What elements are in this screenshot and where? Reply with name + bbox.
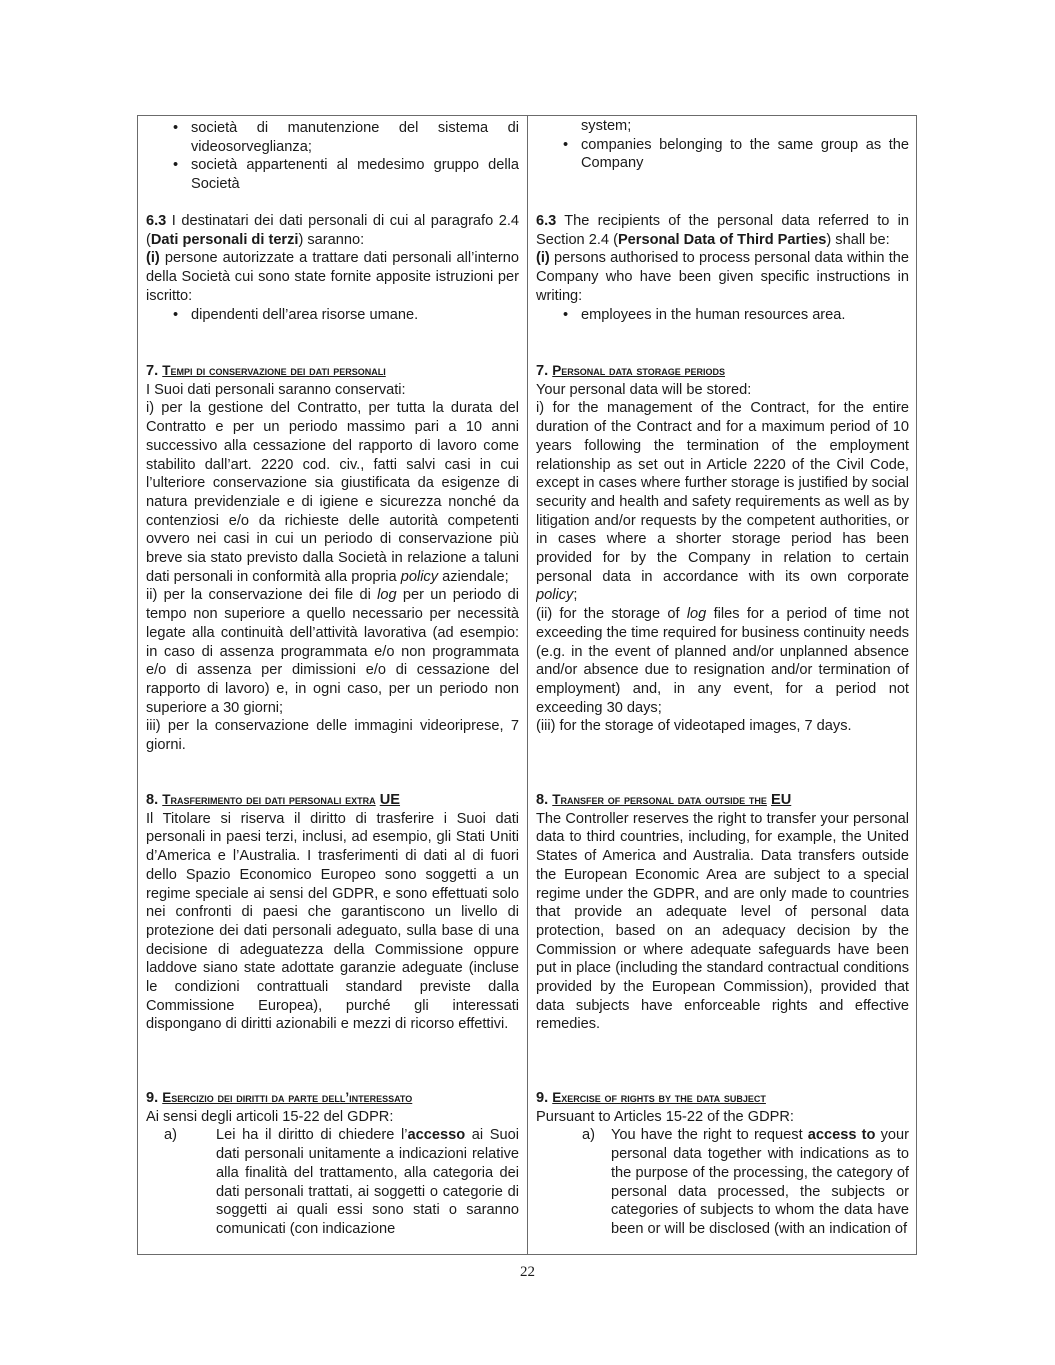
page-number: 22 bbox=[520, 1264, 535, 1280]
it-intro bbox=[146, 119, 519, 194]
it-7-item-i: i) per la gestione del Contratto, per tutta la durata del Contratto e per un periodo massimo pari a 10 anni successivo alla cessazione del rapporto di lavoro come stabilito dall’art. 2220 cod. civ., fatti salvi casi in cui l’ulteriore conservazione sia giustificata da esigenze di natura previdenziale e di igiene e sicurezza nonché da contenziosi e/o da richieste delle autorità competenti ovvero nei casi in cui un periodo di conservazione più breve sia stato previsto dalla Società in relazione a taluni dati personali in conformità alla propria policy aziendale; bbox=[146, 400, 519, 585]
en-9-item-a: a) You have the right to request access to your personal data together with indications as to the purpose of the processing, the category of personal data processed, the subjects or categories of subjects to whom the data have been or will be disclosed (with an indication of bbox=[582, 1127, 909, 1237]
en-7-intro: Your personal data will be stored: bbox=[536, 381, 752, 398]
list-item: • dipendenti dell’area risorse umane. bbox=[146, 306, 519, 325]
en-intro bbox=[536, 117, 909, 173]
column-divider bbox=[527, 116, 528, 1254]
en-7-item-iii: (iii) for the storage of videotaped images, 7 days. bbox=[536, 718, 852, 735]
section-heading: 7. Personal data storage periods bbox=[536, 363, 726, 379]
en-section-9 bbox=[536, 1089, 909, 1239]
section-number: 6.3 bbox=[536, 213, 557, 229]
it-8-body: Il Titolare si riserva il diritto di trasferire i Suoi dati personali in paesi terzi, inclusi, ad esempio, gli Stati Uniti d’America e l’Australia. I trasferimenti di dati al di fuori dello Spazio Economico Europeo sono soggetti a un regime speciale ai sensi del GDPR, e sono effettuati solo nei confronti di paesi che garantiscono un livello di protezione dei dati personali adeguato, sulla base di una decisione di adeguatezza della Commissione oppure laddove siano state adottate garanzie adeguate (incluse le condizioni contrattuali standard previste dalla Commissione Europea), purché gli interessati dispongano di diritti azionabili e mezzi di ricorso effettivi. bbox=[146, 810, 519, 1033]
it-7-item-iii: iii) per la conservazione delle immagini videoriprese, 7 giorni. bbox=[146, 718, 519, 754]
it-intro-bullets bbox=[146, 119, 519, 194]
section-number: 6.3 bbox=[146, 213, 167, 229]
section-heading: 9. Exercise of rights by the data subject bbox=[536, 1090, 766, 1106]
it-section-7 bbox=[146, 362, 519, 755]
en-6-3-item-i: (i) persons authorised to process personal data within the Company who have been given specific instructions in writing: bbox=[536, 250, 909, 304]
it-6-3-item-i: (i) persone autorizzate a trattare dati personali all’interno della Società cui sono state fornite apposite istruzioni per iscritto: bbox=[146, 250, 519, 304]
list-item: • companies belonging to the same group as the Company bbox=[536, 136, 909, 173]
it-6-3-intro: 6.3 I destinatari dei dati personali di cui al paragrafo 2.4 (Dati personali di terzi) saranno: bbox=[146, 213, 519, 248]
it-section-8 bbox=[146, 791, 519, 1034]
it-7-intro: I Suoi dati personali saranno conservati: bbox=[146, 381, 406, 398]
it-9-intro: Ai sensi degli articoli 15-22 del GDPR: bbox=[146, 1108, 394, 1125]
list-item: • employees in the human resources area. bbox=[536, 306, 909, 325]
it-section-6-3 bbox=[146, 212, 519, 324]
english-column bbox=[536, 116, 909, 1254]
it-section-9 bbox=[146, 1089, 519, 1239]
list-item: • società di manutenzione del sistema di videosorveglianza; bbox=[146, 119, 519, 156]
en-8-body: The Controller reserves the right to transfer your personal data to third countries, including, for example, the United States of America and Australia. Data transfers outside the European Economic Area are subject to a special regime under the GDPR, and are only made to countries that provide an adequate level of personal data protection, based on an adequacy decision by the Commission or where adequate safeguards have been put in place (including the standard contractual conditions provided by the European Commission), provided that data subjects have enforceable rights and effective remedies. bbox=[536, 810, 909, 1033]
bilingual-table bbox=[137, 115, 917, 1255]
list-item-continuation: system; bbox=[581, 118, 632, 134]
section-heading: 9. Esercizio dei diritti da parte dell’interessato bbox=[146, 1090, 413, 1106]
it-7-item-ii: ii) per la conservazione dei file di log per un periodo di tempo non superiore a quello necessario per necessità legate alla continuità dell’attività lavorativa (ad esempio: in caso di assenza programmata e/o non programmata e/o di assenza per dimissioni e/o di cessazione del rapporto di lavoro) e, in ogni caso, per un periodo non superiore a 30 giorni; bbox=[146, 587, 519, 716]
it-9-item-a: a) Lei ha il diritto di chiedere l’accesso ai Suoi dati personali unitamente a indicazioni relative alla finalità del trattamento, alla categoria dei dati personali trattati, ai soggetti o categorie di soggetti ai quali essi sono stati o saranno comunicati (con indicazione bbox=[164, 1127, 519, 1237]
section-heading: 7. Tempi di conservazione dei dati personali bbox=[146, 363, 386, 379]
en-7-item-ii: (ii) for the storage of log files for a period of time not exceeding the time required for business continuity needs (e.g. in the event of planned and/or unplanned absence and/or absence due to resignation and/or termination of employment) and, in any event, for a period not exceeding 30 days; bbox=[536, 606, 909, 716]
en-6-3-intro: 6.3 The recipients of the personal data referred to in Section 2.4 (Personal Data of Third Parties) shall be: bbox=[536, 213, 909, 248]
en-9-intro: Pursuant to Articles 15-22 of the GDPR: bbox=[536, 1108, 794, 1125]
en-section-6-3 bbox=[536, 212, 909, 324]
en-section-8 bbox=[536, 791, 909, 1034]
en-7-item-i: i) for the management of the Contract, for the entire duration of the Contract and for a maximum period of 10 years following the termination of the employment relationship as set out in Article 2220 of the Civil Code, except in cases where further storage is justified by social security and health and safety requirements as well as by litigation and/or requests by the competent authorities, or in cases where a shorter storage period has been provided for by the Company in relation to certain personal data in accordance with its own corporate policy; bbox=[536, 400, 909, 604]
italian-column bbox=[146, 116, 519, 1254]
list-item: • società appartenenti al medesimo gruppo della Società bbox=[146, 156, 519, 193]
section-heading: 8. Trasferimento dei dati personali extra UE bbox=[146, 792, 401, 808]
en-section-7 bbox=[536, 362, 909, 736]
section-heading: 8. Transfer of personal data outside the EU bbox=[536, 792, 792, 808]
